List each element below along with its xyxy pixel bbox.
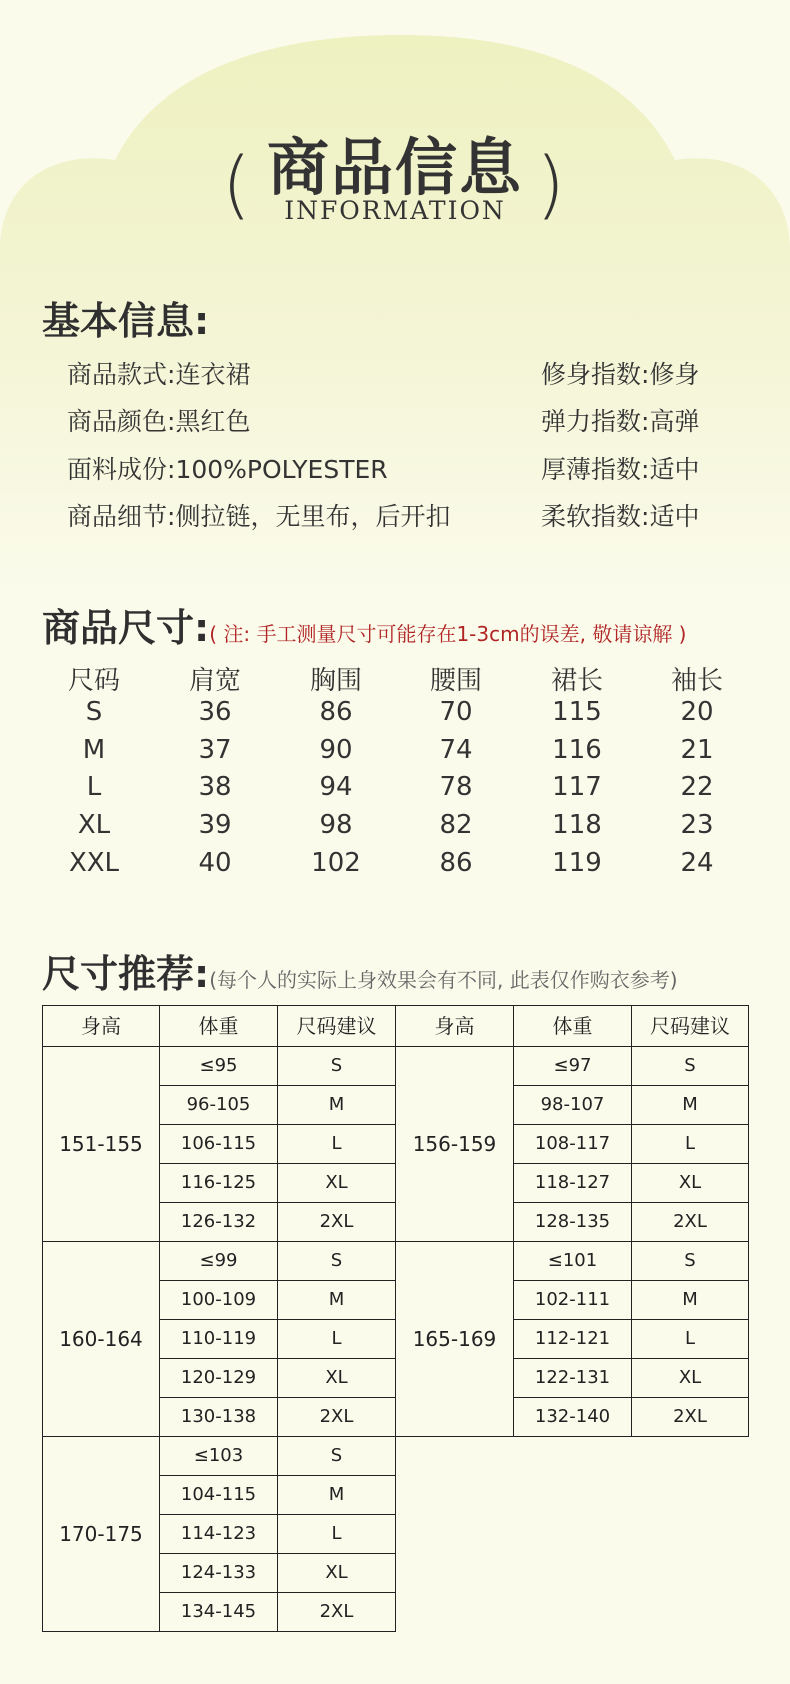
size-suggest-cell: 2XL — [278, 1593, 396, 1632]
size-suggest-cell: S — [278, 1437, 396, 1476]
size-cell: 90 — [319, 735, 353, 765]
page-title: 商品信息 — [266, 131, 523, 204]
basic-info-label: 商品细节: — [67, 502, 176, 531]
header-left-parenthesis: ( — [222, 142, 251, 228]
basic-info-label: 修身指数: — [541, 360, 650, 389]
size-cell: 36 — [198, 697, 232, 727]
weight-cell: 100-109 — [160, 1281, 278, 1320]
size-suggest-cell: 2XL — [278, 1203, 396, 1242]
basic-info-label: 弹力指数: — [541, 407, 650, 436]
size-cell: 24 — [680, 848, 714, 878]
weight-cell: 128-135 — [514, 1203, 632, 1242]
size-suggest-cell: XL — [632, 1164, 749, 1203]
table-header-cell: 身高 — [396, 1006, 514, 1047]
size-cell: 39 — [198, 810, 232, 840]
empty-area — [396, 1437, 749, 1632]
size-suggest-cell: XL — [278, 1554, 396, 1593]
basic-info-value: 适中 — [649, 455, 700, 484]
size-table-row — [0, 810, 790, 846]
size-header-cell: 尺码 — [67, 666, 120, 696]
size-suggest-cell: M — [278, 1281, 396, 1320]
weight-cell: 96-105 — [160, 1086, 278, 1125]
size-table-header — [0, 660, 790, 696]
table-header-cell: 尺码建议 — [632, 1006, 749, 1047]
size-cell: 86 — [439, 848, 473, 878]
basic-info-label: 商品颜色: — [67, 407, 176, 436]
basic-info-value: 高弹 — [649, 407, 700, 436]
size-cell: 78 — [439, 772, 473, 802]
weight-cell: 132-140 — [514, 1398, 632, 1437]
size-suggest-cell: S — [632, 1047, 749, 1086]
size-suggest-cell: L — [278, 1320, 396, 1359]
table-header-cell: 身高 — [43, 1006, 160, 1047]
weight-cell: 126-132 — [160, 1203, 278, 1242]
weight-cell: ≤103 — [160, 1437, 278, 1476]
size-cell: 94 — [319, 772, 353, 802]
size-suggest-cell: L — [278, 1515, 396, 1554]
size-suggest-cell: 2XL — [632, 1203, 749, 1242]
weight-cell: 118-127 — [514, 1164, 632, 1203]
weight-cell: 108-117 — [514, 1125, 632, 1164]
size-cell: L — [86, 772, 102, 802]
recommend-note: (每个人的实际上身效果会有不同, 此表仅作购衣参考) — [209, 968, 678, 992]
weight-cell: 120-129 — [160, 1359, 278, 1398]
height-range-cell: 160-164 — [43, 1242, 160, 1437]
basic-info-label: 柔软指数: — [541, 502, 650, 531]
size-cell: M — [82, 735, 106, 765]
table-header-cell: 体重 — [514, 1006, 632, 1047]
size-cell: 116 — [552, 735, 602, 765]
size-header-cell: 袖长 — [670, 666, 723, 696]
size-cell: 38 — [198, 772, 232, 802]
header-right-parenthesis: ) — [536, 142, 565, 228]
size-suggest-cell: M — [632, 1086, 749, 1125]
size-measure-note: ( 注: 手工测量尺寸可能存在1-3cm的误差, 敬请谅解 ) — [209, 622, 687, 646]
basic-info-row — [541, 355, 699, 391]
table-header-cell: 尺码建议 — [278, 1006, 396, 1047]
basic-info-value: 100%POLYESTER — [175, 455, 388, 484]
basic-info-row — [541, 450, 699, 486]
basic-info-row — [67, 450, 388, 486]
height-range-cell: 165-169 — [396, 1242, 514, 1437]
weight-cell: 110-119 — [160, 1320, 278, 1359]
recommend-section-title — [42, 943, 678, 998]
size-cell: 22 — [680, 772, 714, 802]
weight-cell: ≤101 — [514, 1242, 632, 1281]
size-cell: 40 — [198, 848, 232, 878]
size-suggest-cell: XL — [278, 1164, 396, 1203]
size-cell: 86 — [319, 697, 353, 727]
size-cell: 21 — [680, 735, 714, 765]
basic-info-title: 基本信息: — [42, 299, 210, 343]
size-cell: 23 — [680, 810, 714, 840]
weight-cell: 98-107 — [514, 1086, 632, 1125]
size-suggest-cell: XL — [632, 1359, 749, 1398]
size-header-cell: 裙长 — [550, 666, 603, 696]
weight-cell: ≤99 — [160, 1242, 278, 1281]
page-subtitle: INFORMATION — [284, 196, 506, 225]
weight-cell: 106-115 — [160, 1125, 278, 1164]
size-suggest-cell: XL — [278, 1359, 396, 1398]
size-suggest-cell: 2XL — [632, 1398, 749, 1437]
height-range-cell: 151-155 — [43, 1047, 160, 1242]
size-suggest-cell: L — [632, 1125, 749, 1164]
size-suggest-cell: S — [278, 1047, 396, 1086]
size-table-row — [0, 772, 790, 808]
table-row — [43, 1047, 749, 1086]
size-table-row — [0, 697, 790, 733]
size-suggest-cell: M — [278, 1476, 396, 1515]
size-cell: XXL — [68, 848, 120, 878]
basic-info-value: 适中 — [649, 502, 700, 531]
height-range-cell: 156-159 — [396, 1047, 514, 1242]
weight-cell: 104-115 — [160, 1476, 278, 1515]
basic-info-row — [67, 355, 250, 391]
basic-info-label: 商品款式: — [67, 360, 176, 389]
size-cell: 117 — [552, 772, 602, 802]
weight-cell: 102-111 — [514, 1281, 632, 1320]
weight-cell: 114-123 — [160, 1515, 278, 1554]
size-cell: 74 — [439, 735, 473, 765]
table-header-row — [43, 1006, 749, 1047]
size-cell: 20 — [680, 697, 714, 727]
basic-info-row — [541, 497, 699, 533]
table-header-cell: 体重 — [160, 1006, 278, 1047]
basic-info-value: 修身 — [649, 360, 700, 389]
weight-cell: ≤97 — [514, 1047, 632, 1086]
size-cell: 82 — [439, 810, 473, 840]
size-cell: XL — [77, 810, 111, 840]
basic-info-value: 黑红色 — [175, 407, 251, 436]
size-header-cell: 腰围 — [429, 666, 482, 696]
size-header-cell: 胸围 — [309, 666, 362, 696]
size-cell: 102 — [311, 848, 361, 878]
basic-info-value: 侧拉链，无里布，后开扣 — [175, 502, 451, 531]
weight-cell: 124-133 — [160, 1554, 278, 1593]
table-row — [43, 1437, 749, 1476]
weight-cell: 134-145 — [160, 1593, 278, 1632]
size-suggest-cell: M — [278, 1086, 396, 1125]
basic-info-row — [67, 497, 450, 533]
size-cell: 115 — [552, 697, 602, 727]
size-suggest-cell: S — [632, 1242, 749, 1281]
weight-cell: 116-125 — [160, 1164, 278, 1203]
basic-info-label: 面料成份: — [67, 455, 176, 484]
size-cell: 37 — [198, 735, 232, 765]
size-title-text: 商品尺寸: — [42, 606, 210, 650]
weight-cell: 122-131 — [514, 1359, 632, 1398]
weight-cell: ≤95 — [160, 1047, 278, 1086]
size-table-row — [0, 848, 790, 884]
size-recommendation-table — [42, 1005, 749, 1632]
size-header-cell: 肩宽 — [188, 666, 241, 696]
size-cell: 119 — [552, 848, 602, 878]
size-cell: 118 — [552, 810, 602, 840]
size-suggest-cell: M — [632, 1281, 749, 1320]
recommend-title-text: 尺寸推荐: — [42, 952, 210, 996]
size-suggest-cell: L — [278, 1125, 396, 1164]
weight-cell: 112-121 — [514, 1320, 632, 1359]
basic-info-row — [67, 402, 250, 438]
basic-info-row — [541, 402, 699, 438]
size-suggest-cell: S — [278, 1242, 396, 1281]
size-suggest-cell: 2XL — [278, 1398, 396, 1437]
basic-info-value: 连衣裙 — [175, 360, 251, 389]
size-cell: S — [85, 697, 103, 727]
size-table-row — [0, 735, 790, 771]
size-cell: 70 — [439, 697, 473, 727]
size-suggest-cell: L — [632, 1320, 749, 1359]
basic-info-label: 厚薄指数: — [541, 455, 650, 484]
size-section-title — [42, 597, 686, 652]
table-row — [43, 1242, 749, 1281]
height-range-cell: 170-175 — [43, 1437, 160, 1632]
weight-cell: 130-138 — [160, 1398, 278, 1437]
size-cell: 98 — [319, 810, 353, 840]
